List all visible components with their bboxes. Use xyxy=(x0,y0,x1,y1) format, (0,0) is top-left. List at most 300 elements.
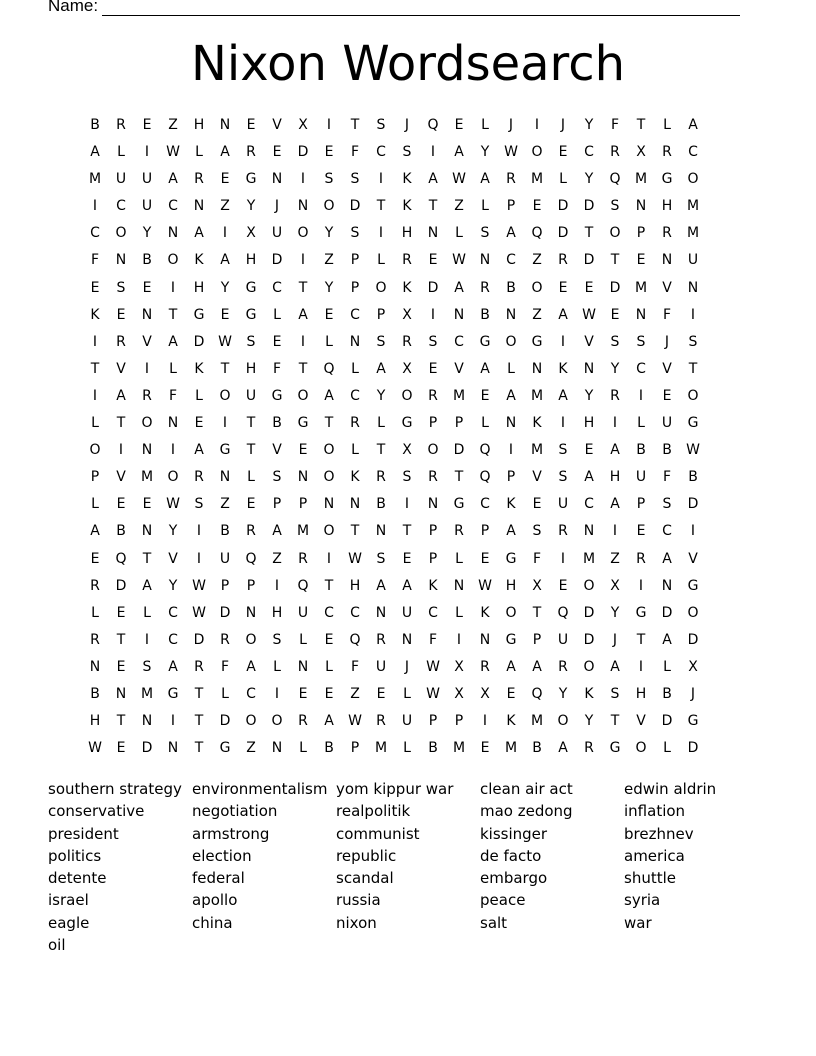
grid-row xyxy=(82,735,706,762)
grid-letter: N xyxy=(505,415,517,432)
grid-letter: I xyxy=(300,252,306,269)
grid-letter: X xyxy=(402,442,412,459)
grid-letter: O xyxy=(323,523,335,540)
grid-letter: Q xyxy=(115,550,127,567)
grid-letter: Z xyxy=(324,252,334,269)
grid-letter: P xyxy=(428,523,438,540)
grid-letter: T xyxy=(194,740,204,757)
grid-letter: B xyxy=(662,685,672,702)
grid-letter: W xyxy=(88,740,102,757)
grid-letter: E xyxy=(558,279,568,296)
grid-letter: T xyxy=(350,117,360,133)
grid-letter: N xyxy=(167,415,179,432)
grid-row xyxy=(82,247,706,274)
grid-letter: R xyxy=(376,469,386,486)
grid-letter: B xyxy=(636,442,646,459)
letter-grid xyxy=(82,112,706,762)
grid-letter: B xyxy=(506,279,516,296)
grid-letter: Z xyxy=(220,198,230,215)
grid-letter: A xyxy=(324,713,334,730)
grid-letter: V xyxy=(662,360,672,377)
grid-letter: L xyxy=(143,604,151,621)
grid-letter: D xyxy=(687,496,699,513)
grid-letter: I xyxy=(378,225,384,242)
grid-letter: F xyxy=(168,387,178,404)
grid-letter: R xyxy=(428,387,438,404)
word-item: election xyxy=(192,846,252,865)
name-label: Name: xyxy=(48,0,99,15)
grid-letter: G xyxy=(297,415,309,432)
grid-letter: J xyxy=(690,685,696,702)
grid-letter: O xyxy=(219,387,231,404)
grid-letter: I xyxy=(92,333,98,350)
grid-letter: W xyxy=(504,144,518,161)
grid-letter: E xyxy=(142,117,152,133)
grid-letter: U xyxy=(661,415,673,432)
grid-letter: S xyxy=(272,469,282,486)
word-item: negotiation xyxy=(192,802,278,821)
grid-letter: Y xyxy=(324,279,334,296)
grid-letter: L xyxy=(299,631,307,648)
grid-letter: N xyxy=(661,252,673,269)
grid-letter: K xyxy=(428,577,438,594)
grid-letter: X xyxy=(532,577,542,594)
name-line xyxy=(102,0,740,16)
grid-letter: P xyxy=(350,740,360,757)
grid-letter: N xyxy=(115,685,127,702)
grid-letter: O xyxy=(89,442,101,459)
grid-letter: R xyxy=(298,550,308,567)
grid-letter: Y xyxy=(584,171,594,188)
grid-letter: L xyxy=(403,685,411,702)
grid-letter: I xyxy=(638,577,644,594)
grid-letter: N xyxy=(219,117,231,133)
grid-letter: T xyxy=(428,198,438,215)
grid-letter: T xyxy=(636,117,646,133)
grid-letter: Y xyxy=(584,713,594,730)
grid-letter: N xyxy=(193,198,205,215)
grid-letter: N xyxy=(531,360,543,377)
grid-letter: S xyxy=(272,631,282,648)
grid-letter: T xyxy=(324,577,334,594)
grid-letter: R xyxy=(584,740,594,757)
grid-letter: I xyxy=(560,550,566,567)
grid-letter: D xyxy=(297,144,309,161)
grid-letter: I xyxy=(170,279,176,296)
grid-letter: J xyxy=(560,117,566,133)
grid-letter: L xyxy=(455,604,463,621)
grid-letter: W xyxy=(192,577,206,594)
grid-letter: I xyxy=(222,225,228,242)
grid-letter: R xyxy=(350,415,360,432)
grid-letter: G xyxy=(505,550,517,567)
grid-letter: R xyxy=(194,171,204,188)
grid-letter: E xyxy=(272,333,282,350)
grid-letter: D xyxy=(193,631,205,648)
grid-letter: N xyxy=(323,496,335,513)
grid-letter: K xyxy=(402,198,412,215)
grid-letter: D xyxy=(687,740,699,757)
grid-letter: O xyxy=(583,577,595,594)
grid-letter: B xyxy=(324,740,334,757)
grid-letter: F xyxy=(220,658,230,675)
grid-letter: L xyxy=(507,360,515,377)
grid-letter: U xyxy=(557,496,569,513)
grid-letter: X xyxy=(610,577,620,594)
word-item: syria xyxy=(624,891,661,910)
grid-letter: A xyxy=(532,658,542,675)
grid-letter: O xyxy=(167,469,179,486)
grid-letter: G xyxy=(219,740,231,757)
grid-letter: Q xyxy=(531,225,543,242)
grid-letter: I xyxy=(456,631,462,648)
grid-letter: E xyxy=(532,198,542,215)
grid-letter: E xyxy=(428,360,438,377)
grid-letter: A xyxy=(662,631,672,648)
grid-letter: F xyxy=(610,117,620,133)
grid-letter: N xyxy=(89,658,101,675)
grid-letter: N xyxy=(297,198,309,215)
word-item: embargo xyxy=(480,869,548,888)
grid-letter: Z xyxy=(246,740,256,757)
grid-letter: G xyxy=(271,387,283,404)
grid-letter: T xyxy=(350,523,360,540)
grid-letter: C xyxy=(168,604,178,621)
grid-letter: C xyxy=(350,306,360,323)
grid-row xyxy=(82,518,706,545)
grid-letter: B xyxy=(480,306,490,323)
grid-letter: D xyxy=(271,252,283,269)
grid-letter: W xyxy=(218,333,232,350)
grid-letter: P xyxy=(454,415,464,432)
grid-letter: H xyxy=(609,469,621,486)
grid-letter: R xyxy=(662,144,672,161)
grid-letter: O xyxy=(141,415,153,432)
grid-letter: C xyxy=(584,144,594,161)
grid-row xyxy=(82,491,706,518)
grid-row xyxy=(82,112,706,139)
grid-letter: P xyxy=(350,279,360,296)
grid-letter: W xyxy=(452,171,466,188)
grid-letter: G xyxy=(453,496,465,513)
name-field xyxy=(48,0,740,16)
grid-letter: C xyxy=(454,333,464,350)
grid-letter: M xyxy=(530,442,544,459)
grid-letter: D xyxy=(453,442,465,459)
grid-letter: L xyxy=(195,144,203,161)
grid-letter: N xyxy=(479,631,491,648)
grid-letter: C xyxy=(350,387,360,404)
grid-letter: D xyxy=(583,604,595,621)
grid-letter: E xyxy=(116,658,126,675)
grid-letter: R xyxy=(90,577,100,594)
grid-letter: P xyxy=(246,577,256,594)
grid-row xyxy=(82,220,706,247)
grid-letter: L xyxy=(117,144,125,161)
grid-letter: T xyxy=(610,713,620,730)
grid-letter: L xyxy=(351,442,359,459)
grid-letter: E xyxy=(558,144,568,161)
grid-letter: A xyxy=(194,225,204,242)
grid-letter: A xyxy=(610,496,620,513)
grid-letter: L xyxy=(221,685,229,702)
grid-letter: Y xyxy=(168,577,178,594)
grid-letter: G xyxy=(687,415,699,432)
grid-letter: C xyxy=(428,604,438,621)
grid-letter: V xyxy=(584,333,594,350)
grid-letter: V xyxy=(168,550,178,567)
word-item: america xyxy=(624,846,685,865)
grid-letter: O xyxy=(609,225,621,242)
grid-letter: D xyxy=(115,577,127,594)
grid-letter: X xyxy=(454,658,464,675)
grid-letter: W xyxy=(452,252,466,269)
grid-letter: P xyxy=(532,631,542,648)
grid-row xyxy=(82,193,706,220)
grid-letter: C xyxy=(376,144,386,161)
grid-letter: C xyxy=(324,604,334,621)
grid-letter: T xyxy=(584,225,594,242)
grid-letter: O xyxy=(505,604,517,621)
grid-letter: V xyxy=(662,279,672,296)
grid-letter: T xyxy=(298,279,308,296)
grid-letter: R xyxy=(558,252,568,269)
grid-letter: I xyxy=(144,631,150,648)
grid-letter: T xyxy=(116,631,126,648)
grid-letter: G xyxy=(245,171,257,188)
grid-letter: G xyxy=(245,306,257,323)
grid-letter: O xyxy=(557,713,569,730)
grid-letter: B xyxy=(142,252,152,269)
grid-letter: S xyxy=(662,496,672,513)
grid-letter: R xyxy=(194,658,204,675)
grid-letter: G xyxy=(193,306,205,323)
grid-letter: O xyxy=(427,442,439,459)
word-item: israel xyxy=(48,891,89,910)
grid-letter: L xyxy=(299,740,307,757)
grid-letter: A xyxy=(324,387,334,404)
grid-letter: G xyxy=(687,577,699,594)
grid-letter: E xyxy=(454,117,464,133)
grid-row xyxy=(82,383,706,410)
grid-letter: E xyxy=(506,685,516,702)
grid-row xyxy=(82,302,706,329)
word-item: clean air act xyxy=(480,780,573,798)
grid-letter: S xyxy=(688,333,698,350)
grid-letter: I xyxy=(508,442,514,459)
grid-letter: O xyxy=(271,713,283,730)
grid-letter: L xyxy=(351,360,359,377)
grid-letter: I xyxy=(690,523,696,540)
grid-letter: U xyxy=(141,198,153,215)
word-item: republic xyxy=(336,846,397,865)
grid-letter: I xyxy=(404,496,410,513)
grid-letter: N xyxy=(349,333,361,350)
grid-letter: O xyxy=(687,604,699,621)
grid-letter: M xyxy=(686,198,700,215)
grid-letter: A xyxy=(506,387,516,404)
grid-letter: P xyxy=(428,415,438,432)
grid-letter: E xyxy=(220,306,230,323)
grid-letter: M xyxy=(374,740,388,757)
grid-letter: N xyxy=(505,306,517,323)
grid-letter: M xyxy=(452,740,466,757)
grid-letter: I xyxy=(326,117,332,133)
grid-letter: R xyxy=(428,469,438,486)
grid-letter: E xyxy=(662,387,672,404)
grid-letter: A xyxy=(480,360,490,377)
grid-letter: D xyxy=(141,740,153,757)
grid-letter: Q xyxy=(609,171,621,188)
grid-letter: M xyxy=(582,550,596,567)
grid-letter: U xyxy=(401,604,413,621)
grid-letter: F xyxy=(350,658,360,675)
grid-letter: A xyxy=(220,144,230,161)
grid-letter: A xyxy=(220,252,230,269)
grid-letter: H xyxy=(583,415,595,432)
grid-row xyxy=(82,708,706,735)
grid-letter: D xyxy=(557,225,569,242)
grid-letter: H xyxy=(401,225,413,242)
grid-letter: L xyxy=(377,415,385,432)
grid-letter: Z xyxy=(350,685,360,702)
grid-letter: A xyxy=(116,387,126,404)
grid-letter: D xyxy=(661,604,673,621)
grid-letter: E xyxy=(636,523,646,540)
grid-letter: A xyxy=(610,442,620,459)
grid-letter: J xyxy=(508,117,514,133)
grid-letter: I xyxy=(92,198,98,215)
grid-letter: D xyxy=(609,279,621,296)
grid-letter: A xyxy=(376,360,386,377)
grid-letter: N xyxy=(245,604,257,621)
grid-letter: D xyxy=(349,198,361,215)
grid-letter: E xyxy=(90,550,100,567)
grid-letter: B xyxy=(220,523,230,540)
grid-letter: W xyxy=(582,306,596,323)
grid-letter: R xyxy=(610,144,620,161)
grid-letter: Y xyxy=(376,387,386,404)
grid-letter: H xyxy=(193,279,205,296)
grid-letter: P xyxy=(350,252,360,269)
word-item: brezhnev xyxy=(624,824,694,843)
grid-letter: A xyxy=(272,523,282,540)
grid-letter: X xyxy=(402,306,412,323)
grid-letter: F xyxy=(350,144,360,161)
grid-letter: K xyxy=(506,713,516,730)
grid-letter: K xyxy=(480,604,490,621)
grid-letter: G xyxy=(167,685,179,702)
grid-letter: C xyxy=(350,604,360,621)
grid-letter: D xyxy=(583,631,595,648)
grid-letter: I xyxy=(170,442,176,459)
grid-letter: T xyxy=(142,550,152,567)
grid-letter: L xyxy=(91,496,99,513)
grid-letter: B xyxy=(116,523,126,540)
grid-row xyxy=(82,410,706,437)
grid-letter: L xyxy=(247,469,255,486)
grid-letter: A xyxy=(168,333,178,350)
grid-letter: N xyxy=(141,523,153,540)
grid-letter: O xyxy=(297,387,309,404)
grid-letter: T xyxy=(194,713,204,730)
grid-letter: S xyxy=(376,550,386,567)
grid-letter: E xyxy=(246,117,256,133)
grid-letter: T xyxy=(688,360,698,377)
grid-letter: C xyxy=(480,496,490,513)
grid-letter: U xyxy=(401,713,413,730)
grid-letter: E xyxy=(194,415,204,432)
grid-letter: T xyxy=(324,415,334,432)
word-item: realpolitik xyxy=(336,802,411,821)
grid-letter: L xyxy=(663,117,671,133)
grid-letter: R xyxy=(402,252,412,269)
grid-letter: M xyxy=(530,387,544,404)
grid-letter: S xyxy=(428,333,438,350)
grid-letter: E xyxy=(116,740,126,757)
grid-letter: N xyxy=(583,360,595,377)
grid-letter: G xyxy=(531,333,543,350)
grid-letter: I xyxy=(560,415,566,432)
grid-letter: R xyxy=(636,550,646,567)
grid-letter: R xyxy=(246,144,256,161)
grid-letter: C xyxy=(688,144,698,161)
grid-letter: Y xyxy=(220,279,230,296)
grid-letter: E xyxy=(324,144,334,161)
grid-letter: C xyxy=(168,631,178,648)
grid-letter: E xyxy=(480,740,490,757)
grid-letter: Y xyxy=(584,387,594,404)
grid-letter: P xyxy=(506,469,516,486)
word-item: edwin aldrin xyxy=(624,780,717,798)
grid-letter: L xyxy=(481,415,489,432)
grid-letter: T xyxy=(532,604,542,621)
grid-letter: H xyxy=(661,198,673,215)
word-item: nixon xyxy=(336,913,377,932)
word-item: inflation xyxy=(624,802,686,821)
grid-letter: O xyxy=(687,171,699,188)
grid-letter: L xyxy=(663,658,671,675)
grid-letter: P xyxy=(428,713,438,730)
grid-letter: V xyxy=(116,469,126,486)
page-title: Nixon Wordsearch xyxy=(190,36,626,92)
grid-letter: X xyxy=(688,658,698,675)
grid-letter: A xyxy=(506,225,516,242)
grid-letter: N xyxy=(453,306,465,323)
grid-letter: F xyxy=(272,360,282,377)
grid-letter: E xyxy=(480,387,490,404)
word-column xyxy=(480,778,624,956)
grid-letter: I xyxy=(196,523,202,540)
grid-letter: V xyxy=(116,360,126,377)
grid-letter: C xyxy=(246,685,256,702)
word-item: china xyxy=(192,913,233,932)
grid-letter: N xyxy=(167,740,179,757)
grid-letter: E xyxy=(272,144,282,161)
grid-letter: D xyxy=(219,604,231,621)
grid-letter: C xyxy=(636,360,646,377)
grid-letter: T xyxy=(220,360,230,377)
grid-letter: W xyxy=(166,144,180,161)
grid-letter: T xyxy=(246,415,256,432)
grid-letter: H xyxy=(349,577,361,594)
grid-letter: H xyxy=(89,713,101,730)
grid-letter: R xyxy=(298,713,308,730)
grid-letter: N xyxy=(375,604,387,621)
grid-letter: J xyxy=(612,631,618,648)
grid-letter: E xyxy=(376,685,386,702)
grid-row xyxy=(82,654,706,681)
